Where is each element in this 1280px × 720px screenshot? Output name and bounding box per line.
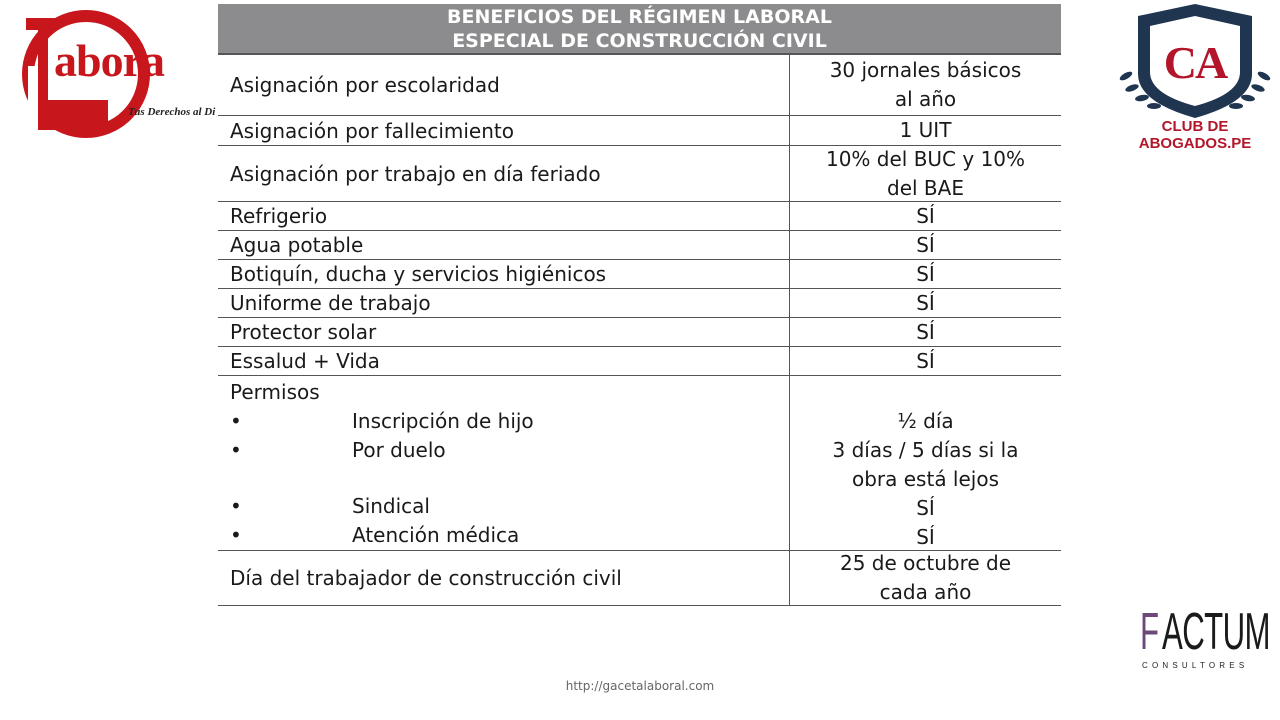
table-row	[218, 289, 1061, 318]
row-value-line: 30 jornales básicos	[829, 58, 1022, 82]
table-row	[218, 260, 1061, 289]
table-header-line2: ESPECIAL DE CONSTRUCCIÓN CIVIL	[452, 29, 827, 52]
table-row	[218, 146, 1061, 202]
table-row	[218, 202, 1061, 231]
permisos-item	[230, 407, 534, 436]
table-header-line1: BENEFICIOS DEL RÉGIMEN LABORAL	[447, 5, 832, 28]
permisos-item	[230, 436, 446, 465]
row-value-line: al año	[894, 87, 957, 111]
ca-monogram: CA	[1163, 37, 1227, 88]
factum-logo-f: F	[1140, 603, 1160, 661]
permisos-value: obra está lejos	[851, 467, 1000, 491]
table-row	[218, 231, 1061, 260]
row-value: SÍ	[916, 290, 935, 315]
permisos-item-label: Por duelo	[352, 438, 446, 462]
row-label: Asignación por fallecimiento	[218, 116, 790, 145]
factum-logo-subtitle: CONSULTORES	[1142, 661, 1249, 670]
table-row-permisos	[218, 376, 1061, 551]
permisos-value: 3 días / 5 días si la	[832, 438, 1019, 462]
benefits-table	[218, 4, 1061, 606]
row-label: Asignación por escolaridad	[218, 55, 790, 115]
row-label: Asignación por trabajo en día feriado	[218, 146, 790, 201]
table-row	[218, 318, 1061, 347]
permisos-value: SÍ	[916, 525, 935, 549]
permisos-spacer	[922, 378, 928, 407]
permisos-item	[230, 492, 430, 521]
factum-logo-word: ACTUM	[1162, 603, 1270, 661]
club-de-abogados-logo	[1112, 2, 1278, 158]
permisos-title: Permisos	[230, 380, 320, 404]
row-value: SÍ	[916, 319, 935, 344]
table-header	[218, 4, 1061, 53]
row-label: Botiquín, ducha y servicios higiénicos	[218, 260, 790, 288]
club-de-abogados-name	[1112, 118, 1278, 152]
permisos-label-cell	[218, 376, 790, 550]
bullet: •	[230, 409, 242, 433]
row-value-line: 25 de octubre de	[839, 551, 1012, 575]
permisos-item	[230, 521, 519, 550]
laboral-logo-tagline: Tus Derechos al Di	[128, 106, 216, 118]
permisos-item-label: Atención médica	[352, 523, 520, 547]
row-value	[790, 146, 1061, 201]
permisos-value: ½ día	[897, 409, 954, 433]
row-label: Uniforme de trabajo	[218, 289, 790, 317]
row-value: 1 UIT	[899, 118, 952, 142]
row-value-line: cada año	[879, 580, 972, 604]
table-row	[218, 347, 1061, 376]
row-value	[790, 551, 1061, 605]
bullet: •	[230, 438, 242, 462]
row-value-line: del BAE	[887, 175, 964, 200]
row-label: Protector solar	[218, 318, 790, 346]
club-name-line1: CLUB DE	[1161, 118, 1229, 135]
row-value-line: 10% del BUC y 10%	[825, 146, 1026, 171]
permisos-item-label: Sindical	[352, 494, 430, 518]
table-row	[218, 116, 1061, 146]
factum-logo	[1140, 603, 1270, 672]
permisos-value-cell	[790, 376, 1061, 550]
permisos-value: SÍ	[916, 496, 935, 520]
footer-url: http://gacetalaboral.com	[565, 679, 715, 693]
table-row	[218, 551, 1061, 606]
table-row	[218, 53, 1061, 116]
permisos-item-label: Inscripción de hijo	[352, 409, 534, 433]
laboral-logo-word: abora	[54, 35, 164, 86]
row-value: SÍ	[916, 203, 935, 228]
row-label: Día del trabajador de construcción civil	[218, 551, 790, 605]
bullet: •	[230, 494, 242, 518]
row-value: SÍ	[916, 232, 935, 257]
row-value	[790, 55, 1061, 115]
row-value: SÍ	[916, 261, 935, 286]
club-name-line2: ABOGADOS.PE	[1138, 135, 1252, 152]
row-value: SÍ	[916, 348, 935, 373]
laboral-logo	[18, 10, 218, 145]
row-label: Essalud + Vida	[218, 347, 790, 375]
row-label: Refrigerio	[218, 202, 790, 230]
row-label: Agua potable	[218, 231, 790, 259]
bullet: •	[230, 523, 242, 547]
